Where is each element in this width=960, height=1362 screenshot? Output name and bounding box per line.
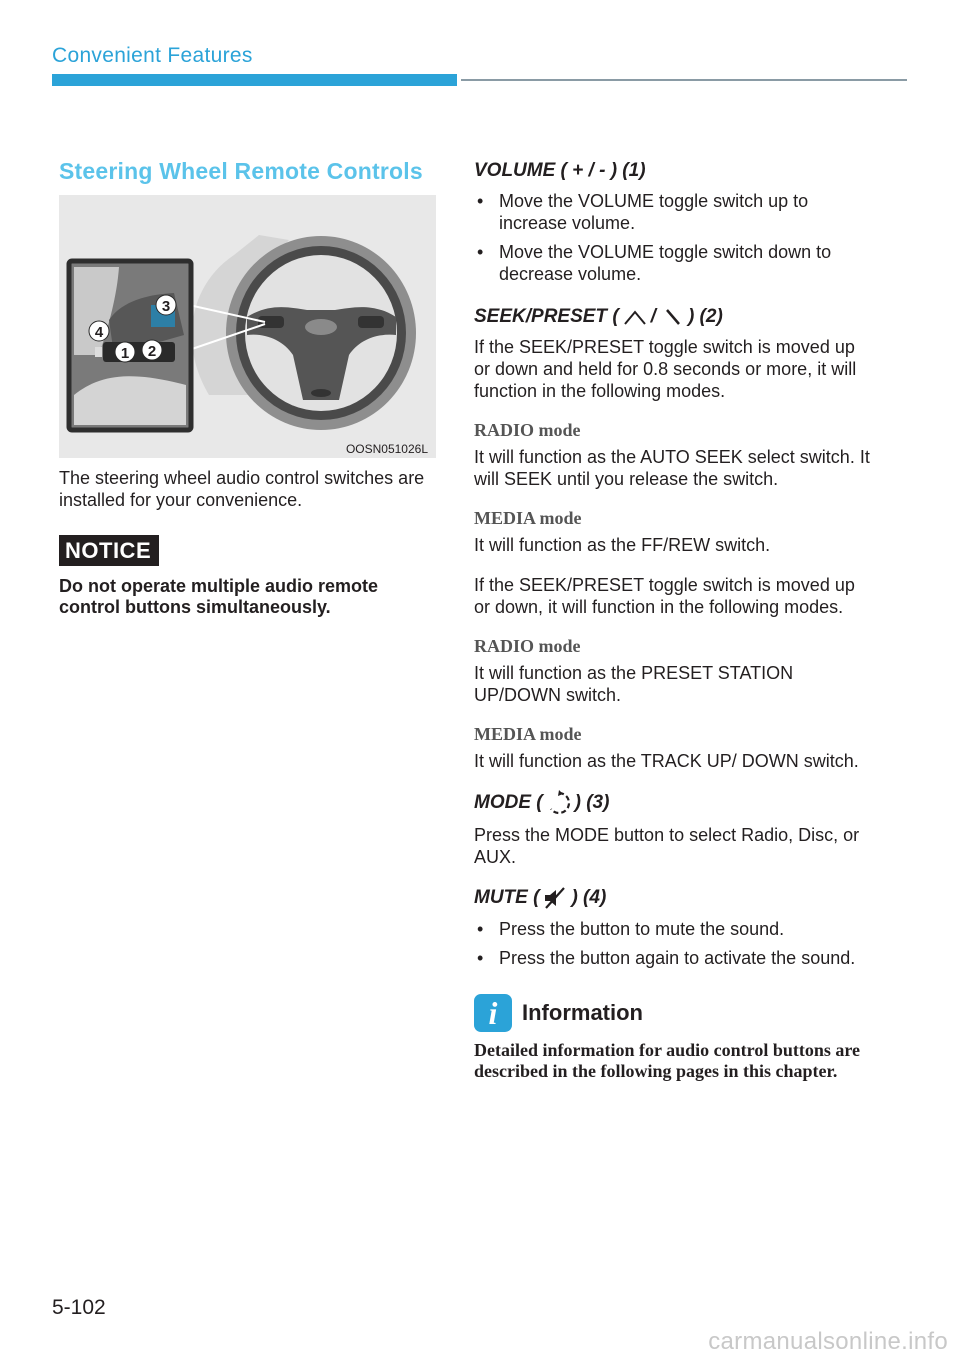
volume-bullet: • Move the VOLUME toggle switch up to increase volume.	[474, 190, 874, 234]
seek-heading	[474, 306, 874, 328]
callout-1: 1	[120, 345, 130, 362]
callout-2: 2	[147, 343, 157, 360]
notice-label: NOTICE	[59, 535, 159, 566]
radio-mode-heading: RADIO mode	[474, 636, 581, 656]
intro-text: The steering wheel audio control switches are installed for your convenience.	[59, 468, 425, 510]
mute-heading-suffix: ) (4)	[571, 887, 607, 908]
steering-wheel-illustration	[59, 195, 436, 458]
header-title: Convenient Features	[52, 44, 253, 67]
header-rule	[461, 79, 907, 81]
mode-heading	[474, 790, 874, 816]
seek-heading-sep: /	[650, 306, 656, 327]
media-mode-heading: MEDIA mode	[474, 508, 582, 528]
mode-heading-suffix: ) (3)	[574, 792, 610, 813]
information-heading	[474, 994, 874, 1032]
notice-text: Do not operate multiple audio remote control buttons simultaneously.	[59, 576, 379, 617]
callout-3: 3	[161, 298, 171, 315]
volume-bullets	[474, 190, 874, 285]
radio-mode-text: It will function as the PRESET STATION UP/DOWN switch.	[474, 663, 794, 705]
steering-wheel	[226, 236, 416, 430]
seek-heading-suffix: ) (2)	[687, 306, 723, 327]
page-number: 5-102	[52, 1296, 106, 1319]
header-bar-accent	[52, 74, 457, 86]
mode-heading-prefix: MODE (	[474, 792, 543, 813]
volume-bullet: • Move the VOLUME toggle switch down to decrease volume.	[474, 241, 874, 285]
steering-wheel-figure	[59, 195, 436, 458]
seek-up-icon	[622, 308, 648, 326]
mute-heading	[474, 886, 874, 910]
mute-heading-prefix: MUTE (	[474, 887, 540, 908]
mute-bullet: • Press the button again to activate the sound.	[474, 947, 874, 969]
mute-icon	[542, 886, 568, 910]
seek-heading-prefix: SEEK/PRESET (	[474, 306, 619, 327]
right-column	[474, 160, 874, 1082]
watermark: carmanualsonline.info	[708, 1328, 948, 1355]
radio-mode-heading: RADIO mode	[474, 420, 581, 440]
information-icon: i	[474, 994, 512, 1032]
seek-paragraph-held: If the SEEK/PRESET toggle switch is moved up or down and held for 0.8 seconds or more, it will function in the following modes.	[474, 337, 857, 401]
mute-bullet: • Press the button to mute the sound.	[474, 918, 874, 940]
switch-inset	[69, 261, 191, 430]
media-mode-text: It will function as the TRACK UP/ DOWN switch.	[474, 751, 859, 771]
volume-heading: VOLUME ( + / - ) (1)	[474, 160, 646, 181]
section-title: Steering Wheel Remote Controls	[59, 158, 423, 184]
information-text: Detailed information for audio control buttons are described in the following pages in this chapter.	[474, 1040, 860, 1081]
seek-paragraph-press: If the SEEK/PRESET toggle switch is moved up or down, it will function in the following modes.	[474, 575, 855, 617]
mute-bullets	[474, 918, 874, 969]
figure-code: OOSN051026L	[345, 442, 428, 456]
radio-mode-text: It will function as the AUTO SEEK select switch. It will SEEK until you release the switch.	[474, 447, 870, 489]
mode-cycle-icon	[546, 790, 572, 816]
left-column	[59, 158, 439, 618]
mode-text: Press the MODE button to select Radio, Disc, or AUX.	[474, 825, 860, 867]
callout-4: 4	[94, 324, 104, 341]
media-mode-heading: MEDIA mode	[474, 724, 582, 744]
media-mode-text: It will function as the FF/REW switch.	[474, 535, 771, 555]
information-title: Information	[522, 1000, 643, 1025]
seek-down-icon	[659, 308, 685, 326]
